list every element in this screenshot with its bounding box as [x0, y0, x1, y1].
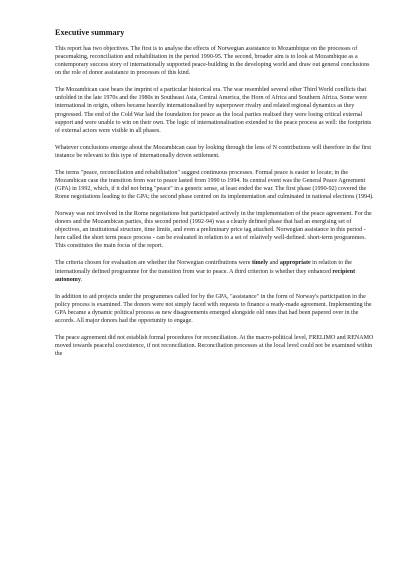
body-paragraph	[55, 334, 377, 358]
paragraph-text: The criteria chosen for evaluation are whether the Norwegian contributions were	[55, 260, 252, 267]
emphasis-term: appropriate	[279, 260, 311, 267]
paragraph-text: The Mozambican case bears the imprint of a particular historical era. The war resembled several other Third World conflicts that unfolded in the late 1970s and the 1980s in Southeast Asia, Central America, the Horn of Africa and Southern Africa. Some were international in origin, others became heavily internationalised by superpower rivalry and related regional dynamics as they progressed. The end of the Cold War laid the foundation for peace as the local parties realised they were losing critical external support and were unable to win on their own. The logic of internationalisation extended to the peace process as well: the footprints of external actors were visible in all phases.	[55, 87, 372, 134]
body-paragraph	[55, 169, 377, 201]
paragraph-text: in relation to the internationally defined programme for the transition from war to peace. A third criterion is whether they enhanced	[55, 260, 352, 275]
paragraph-text: Whatever conclusions emerge about the Mozambican case by looking through the lens of N contributions will therefore in the first instance be relevant to this type of internationally driven settlement.	[55, 144, 372, 159]
paragraph-text: Norway was not involved in the Rome negotiations but participated actively in the implementation of the peace agreement. For the donors and the Mozambican parties, this second period (1992-94) was a clearly defined phase that had an energising set of objectives, an institutional structure, time limits, and even a preliminary price tag attached. Norwegian assistance in this period - here called the short term peace process - can be evaluated in relation to a set of relatively well-defined. short-term programmes. This constitutes the main focus of the report.	[55, 211, 372, 250]
paragraph-text: .	[80, 276, 83, 283]
emphasis-term: timely	[251, 260, 269, 267]
body-paragraph	[55, 144, 377, 160]
body-paragraph	[55, 45, 377, 77]
body-paragraph	[55, 210, 377, 250]
emphasis-term: recipient autonomy	[55, 268, 356, 283]
paragraph-text: In addition to aid projects under the programmes called for by the GPA, "assistance" in the form of Norway's participation in the policy process is examined. The donors were not simply faced with requests to finance a ready-made agreement. Implementing the GPA became a dynamic political process as new disagreements emerged alongside old ones that had been papered over in the accords. All major donors had the opportunity to engage.	[55, 293, 372, 324]
paragraph-text: The peace agreement did not establish formal procedures for reconciliation. At the macro-political level, FRELIMO and RENAMO moved towards peaceful coexistence, if not reconciliation. Reconciliation processes at the local level could not be examined within the	[55, 334, 374, 358]
paragraph-text: This report has two objectives. The first is to analyse the effects of Norwegian assistance to Mozambique on the processes of peacemaking, reconciliation and rehabilitation in the period 1990-95. The second, broader aim is to look at Mozambique as a contemporary success story of internationally supported peace-building in the developing world and draw out general conclusions on the role of donor assistance in processes of this kind.	[55, 46, 370, 77]
document-page	[55, 28, 377, 367]
paragraph-text: and	[268, 260, 280, 267]
paragraph-container	[55, 45, 377, 358]
paragraph-text: The terms "peace, reconciliation and rehabilitation" suggest continuous processes. Formal peace is easier to locate; in the Mozambican case the transition from war to peace lasted from 1990 to 1994. Its central event was the General Peace Agreement (GPA) in 1992, which, if it did not bring "peace" in a generic sense, at least ended the war. The first phase (1990-92) covered the Rome negotiations leading to the GPA; the second phase centred on its implementation and culminated in national elections (1994).	[55, 169, 374, 201]
body-paragraph	[55, 293, 377, 325]
body-paragraph	[55, 259, 377, 283]
section-heading: Executive summary	[55, 28, 125, 37]
body-paragraph	[55, 86, 377, 135]
